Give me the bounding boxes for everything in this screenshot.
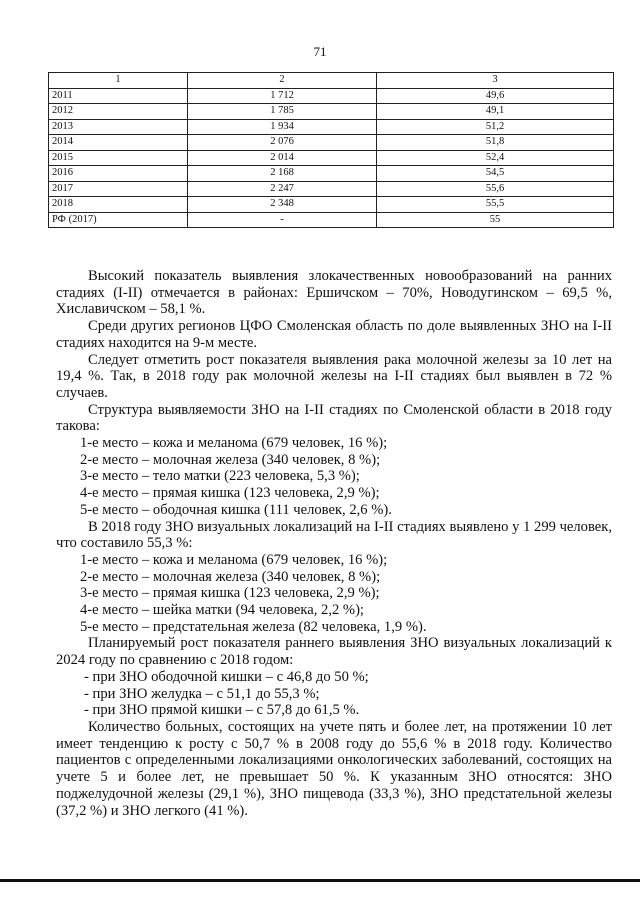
table-cell: 54,5 [377,166,614,182]
table-cell: 55 [377,212,614,228]
paragraph: Среди других регионов ЦФО Смоленская область по доле выявленных ЗНО на I-II стадиях находится на 9-м месте. [56,318,612,351]
table-cell: 1 712 [188,88,377,104]
table-cell: 49,1 [377,104,614,120]
table-row [49,104,614,120]
table-cell: 2014 [49,135,188,151]
table-cell: 2 168 [188,166,377,182]
list-item: 1-е место – кожа и меланома (679 человек, 16 %); [80,551,388,568]
page-number: 71 [313,44,327,59]
table-cell: 51,2 [377,119,614,135]
table-cell: 55,6 [377,181,614,197]
table-cell: 49,6 [377,88,614,104]
paragraph: Следует отметить рост показателя выявления рака молочной железы за 10 лет на 19,4 %. Так, в 2018 году рак молочной железы на I-II стадиях был выявлен в 72 % случаев. [56,351,612,401]
column-header: 3 [377,73,614,89]
table-cell: 52,4 [377,150,614,166]
table-cell: РФ (2017) [49,212,188,228]
table-cell: 2 014 [188,150,377,166]
list-item: 5-е место – ободочная кишка (111 человек, 2,6 %). [80,501,392,518]
table-cell: 2 348 [188,197,377,213]
table-cell: 2012 [49,104,188,120]
table-cell: 2015 [49,150,188,166]
paragraph: Структура выявляемости ЗНО на I-II стадиях по Смоленской области в 2018 году такова: [56,401,612,435]
table-row [49,181,614,197]
page-bottom-rule [0,879,640,882]
table-cell: 55,5 [377,197,614,213]
table-row [49,212,614,228]
table-cell: 2016 [49,166,188,182]
table-cell: 2 247 [188,181,377,197]
list-item: 2-е место – молочная железа (340 человек, 8 %); [80,451,381,468]
table-cell: 2011 [49,88,188,104]
paragraph: Количество больных, состоящих на учете пять и более лет, на протяжении 10 лет имеет тенденцию к росту с 50,7 % в 2008 году до 55,6 % в 2018 году. Количество пациентов с определенными локализациями онкологических заболеваний, состоящих на учете 5 и более лет, не превышает 50 %. К указанным ЗНО относятся: ЗНО поджелудочной железы (29,1 %), ЗНО пищевода (33,3 %), ЗНО предстательной железы (37,2 %) и ЗНО легкого (41 %). [56,718,612,819]
list-item: 3-е место – тело матки (223 человека, 5,3 %); [80,468,360,485]
table-body [49,88,614,228]
table-cell: 1 934 [188,119,377,135]
list-item: 5-е место – предстательная железа (82 человека, 1,9 %). [80,618,427,635]
list-item: 4-е место – прямая кишка (123 человека, 2,9 %); [80,485,380,502]
list-item: 2-е место – молочная железа (340 человек, 8 %); [80,568,381,585]
table-cell: 1 785 [188,104,377,120]
list-item: 3-е место – прямая кишка (123 человека, 2,9 %); [80,585,380,602]
table-row [49,88,614,104]
table-row [49,135,614,151]
list-item: 1-е место – кожа и меланома (679 человек, 16 %); [80,435,388,452]
paragraph: Высокий показатель выявления злокачественных новообразований на ранних стадиях (I-II) отмечается в районах: Ершичском – 70%, Новодугинском – 69,5 %, Хиславичском – 58,1 %. [56,268,612,318]
table-row [49,197,614,213]
table-cell: 2018 [49,197,188,213]
column-header: 1 [49,73,188,89]
table-row [49,119,614,135]
table-row [49,166,614,182]
column-header: 2 [188,73,377,89]
table-cell: 2 076 [188,135,377,151]
paragraph: В 2018 году ЗНО визуальных локализаций на I-II стадиях выявлено у 1 299 человек, что составило 55,3 %: [56,518,612,552]
table-cell: - [188,212,377,228]
statistics-table [48,72,614,228]
table-cell: 2013 [49,119,188,135]
list-item: - при ЗНО желудка – с 51,1 до 55,3 %; [84,685,320,702]
table-header-row [49,73,614,89]
table-cell: 51,8 [377,135,614,151]
paragraph: Планируемый рост показателя раннего выявления ЗНО визуальных локализаций к 2024 году по сравнению с 2018 годом: [56,635,612,669]
list-item: 4-е место – шейка матки (94 человека, 2,2 %); [80,602,364,619]
table-cell: 2017 [49,181,188,197]
document-body [56,268,612,819]
table-row [49,150,614,166]
list-item: - при ЗНО прямой кишки – с 57,8 до 61,5 %. [84,702,360,719]
list-item: - при ЗНО ободочной кишки – с 46,8 до 50 %; [84,668,369,685]
